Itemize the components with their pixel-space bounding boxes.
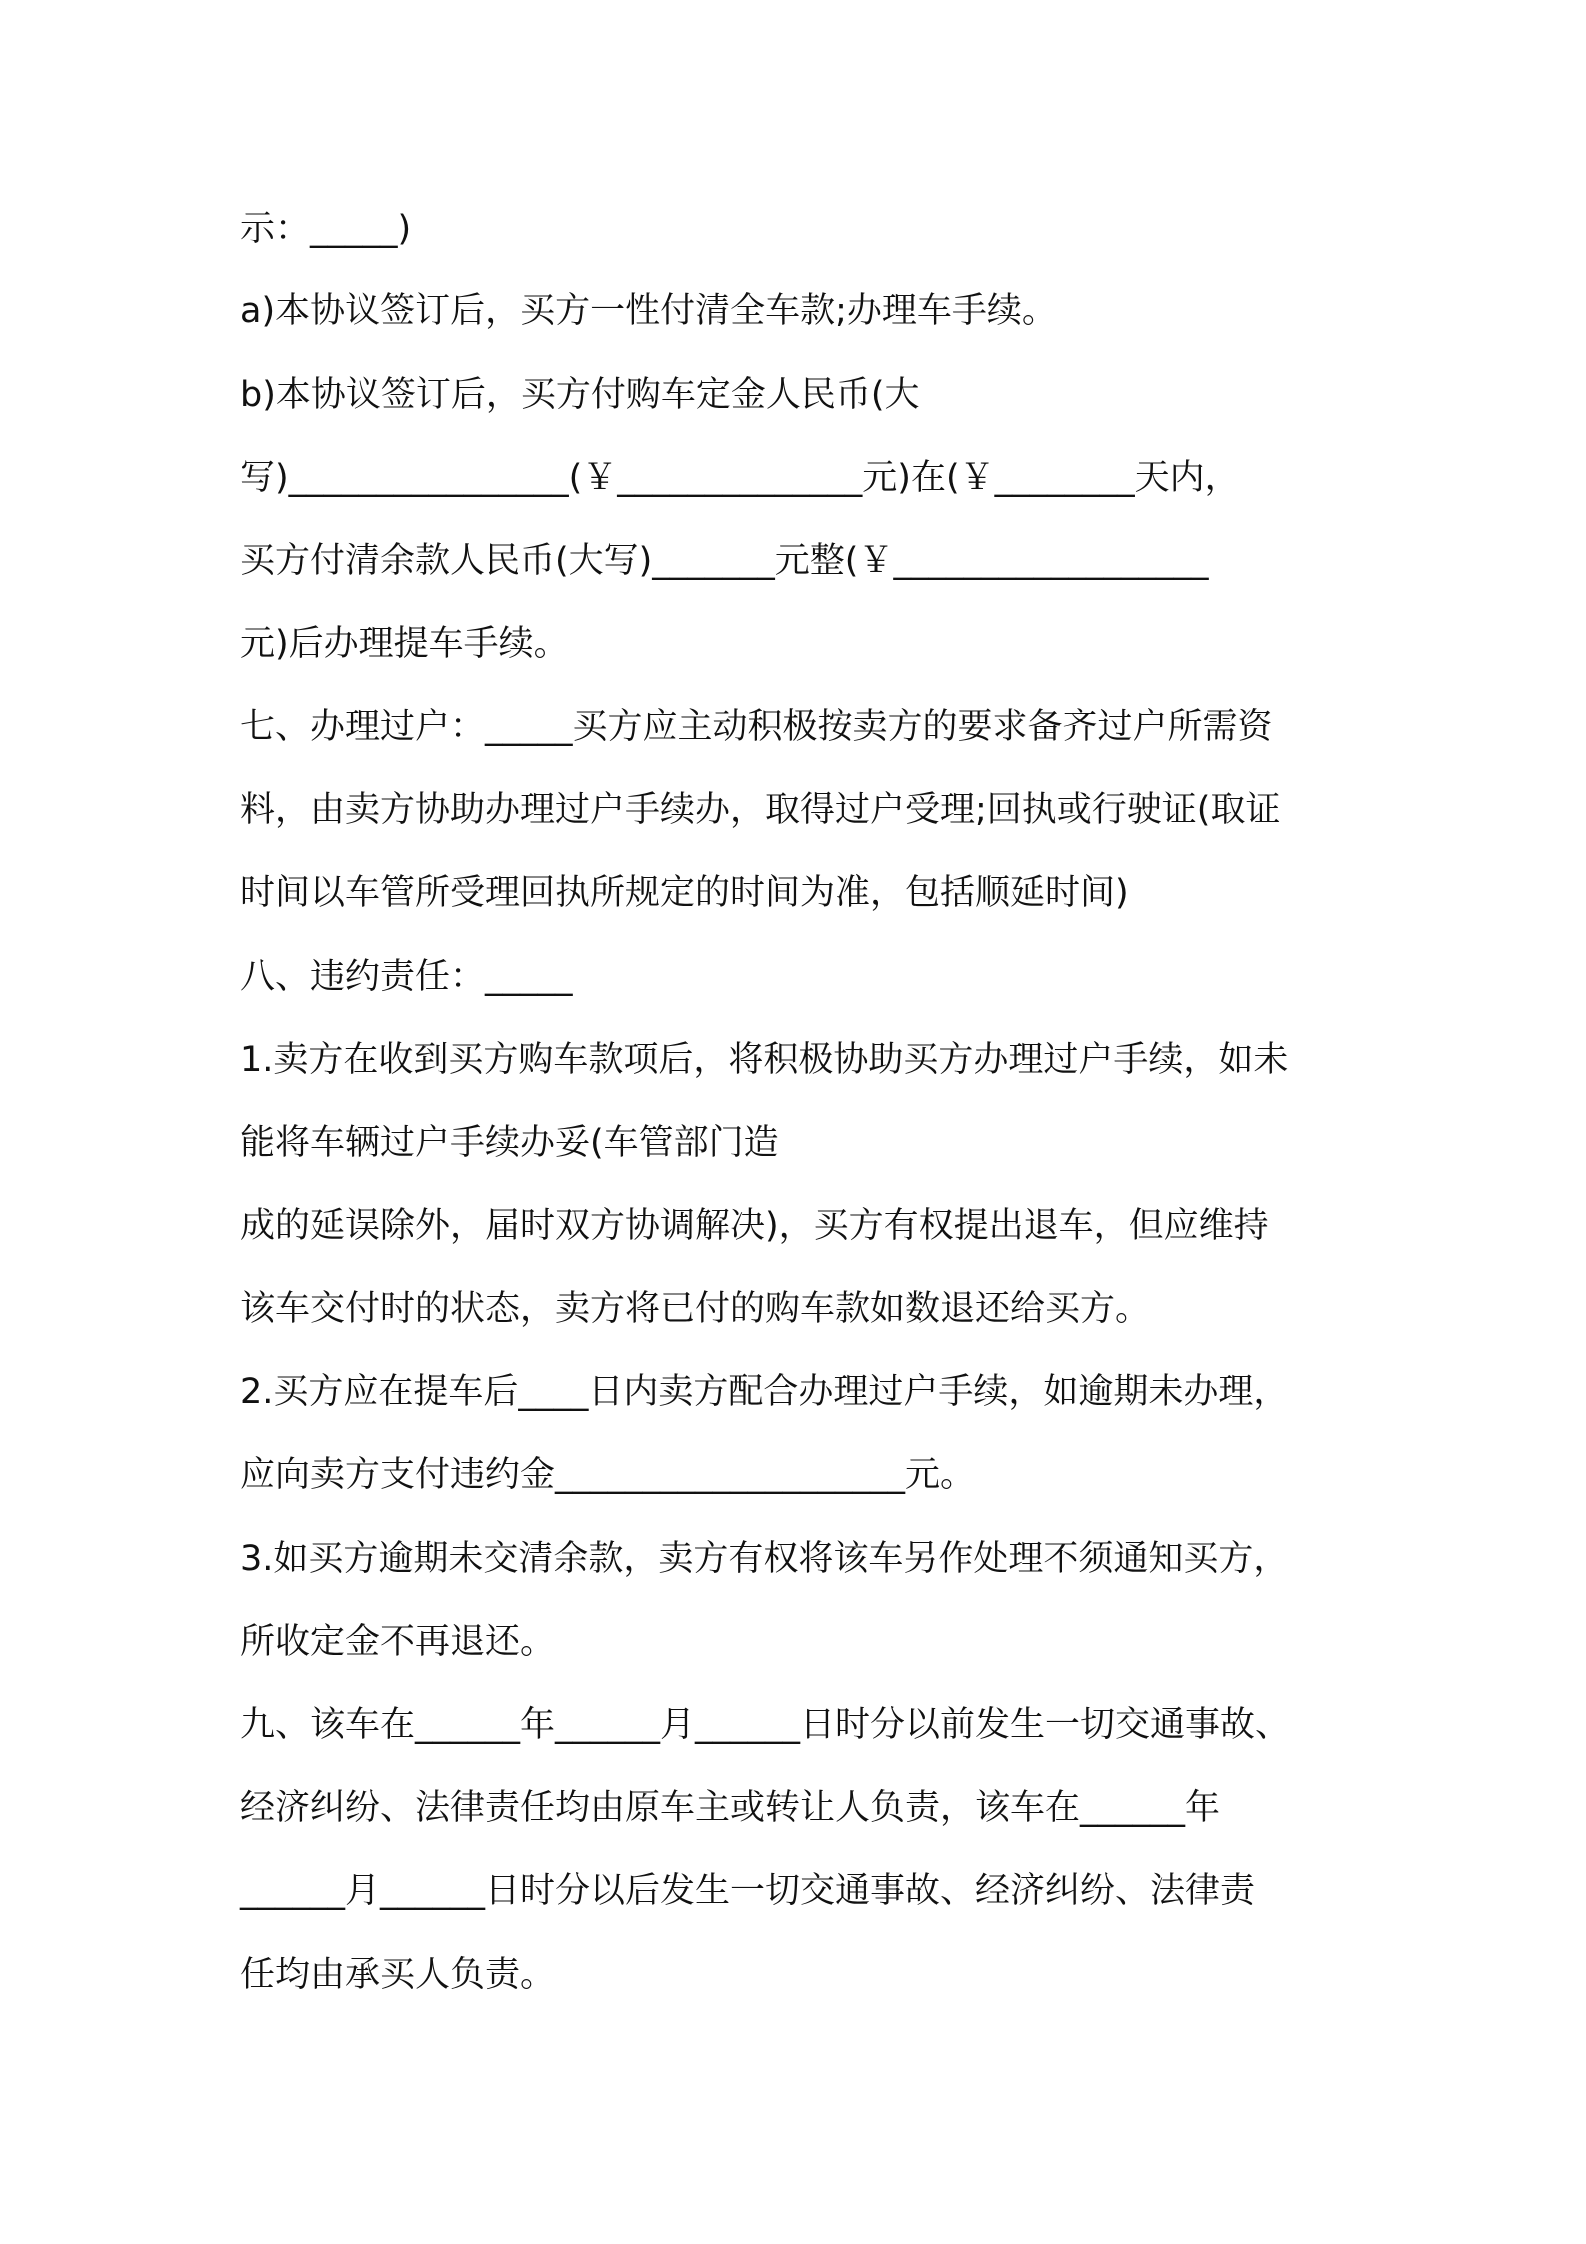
text-line-3: b)本协议签订后，买方付购车定金人民币(大 <box>240 375 920 415</box>
text-line-14: 该车交付时的状态，卖方将已付的购车款如数退还给买方。 <box>240 1289 1151 1329</box>
text-line-4: 写)________________(￥______________元)在(￥________天内， <box>240 458 1240 498</box>
text-line-2: a)本协议签订后，买方一性付清全车款;办理车手续。 <box>240 291 1057 331</box>
text-line-7: 七、办理过户：_____买方应主动积极按卖方的要求备齐过户所需资 <box>240 707 1273 747</box>
text-line-8: 料，由卖方协助办理过户手续办，取得过户受理;回执或行驶证(取证 <box>240 790 1281 830</box>
text-line-15: 2.买方应在提车后____日内卖方配合办理过户手续，如逾期未办理， <box>240 1372 1289 1412</box>
text-line-13: 成的延误除外，届时双方协调解决)，买方有权提出退车，但应维持 <box>240 1206 1269 1246</box>
text-line-12: 能将车辆过户手续办妥(车管部门造 <box>240 1123 779 1163</box>
text-line-21: ______月______日时分以后发生一切交通事故、经济纠纷、法律责 <box>240 1871 1256 1911</box>
text-line-10: 八、违约责任：_____ <box>240 957 573 997</box>
text-line-20: 经济纠纷、法律责任均由原车主或转让人负责，该车在______年 <box>240 1788 1221 1828</box>
text-line-22: 任均由承买人负责。 <box>240 1955 556 1995</box>
text-line-11: 1.卖方在收到买方购车款项后，将积极协助买方办理过户手续，如未 <box>240 1040 1289 1080</box>
text-line-5: 买方付清余款人民币(大写)_______元整(￥__________________ <box>240 541 1209 581</box>
text-line-18: 所收定金不再退还。 <box>240 1622 556 1662</box>
text-line-1: 示：_____) <box>240 209 412 249</box>
text-line-6: 元)后办理提车手续。 <box>240 624 569 664</box>
text-line-17: 3.如买方逾期未交清余款，卖方有权将该车另作处理不须通知买方， <box>240 1539 1289 1579</box>
text-line-9: 时间以车管所受理回执所规定的时间为准，包括顺延时间) <box>240 873 1129 913</box>
text-line-16: 应向卖方支付违约金____________________元。 <box>240 1455 976 1495</box>
text-line-19: 九、该车在______年______月______日时分以前发生一切交通事故、 <box>240 1705 1291 1745</box>
